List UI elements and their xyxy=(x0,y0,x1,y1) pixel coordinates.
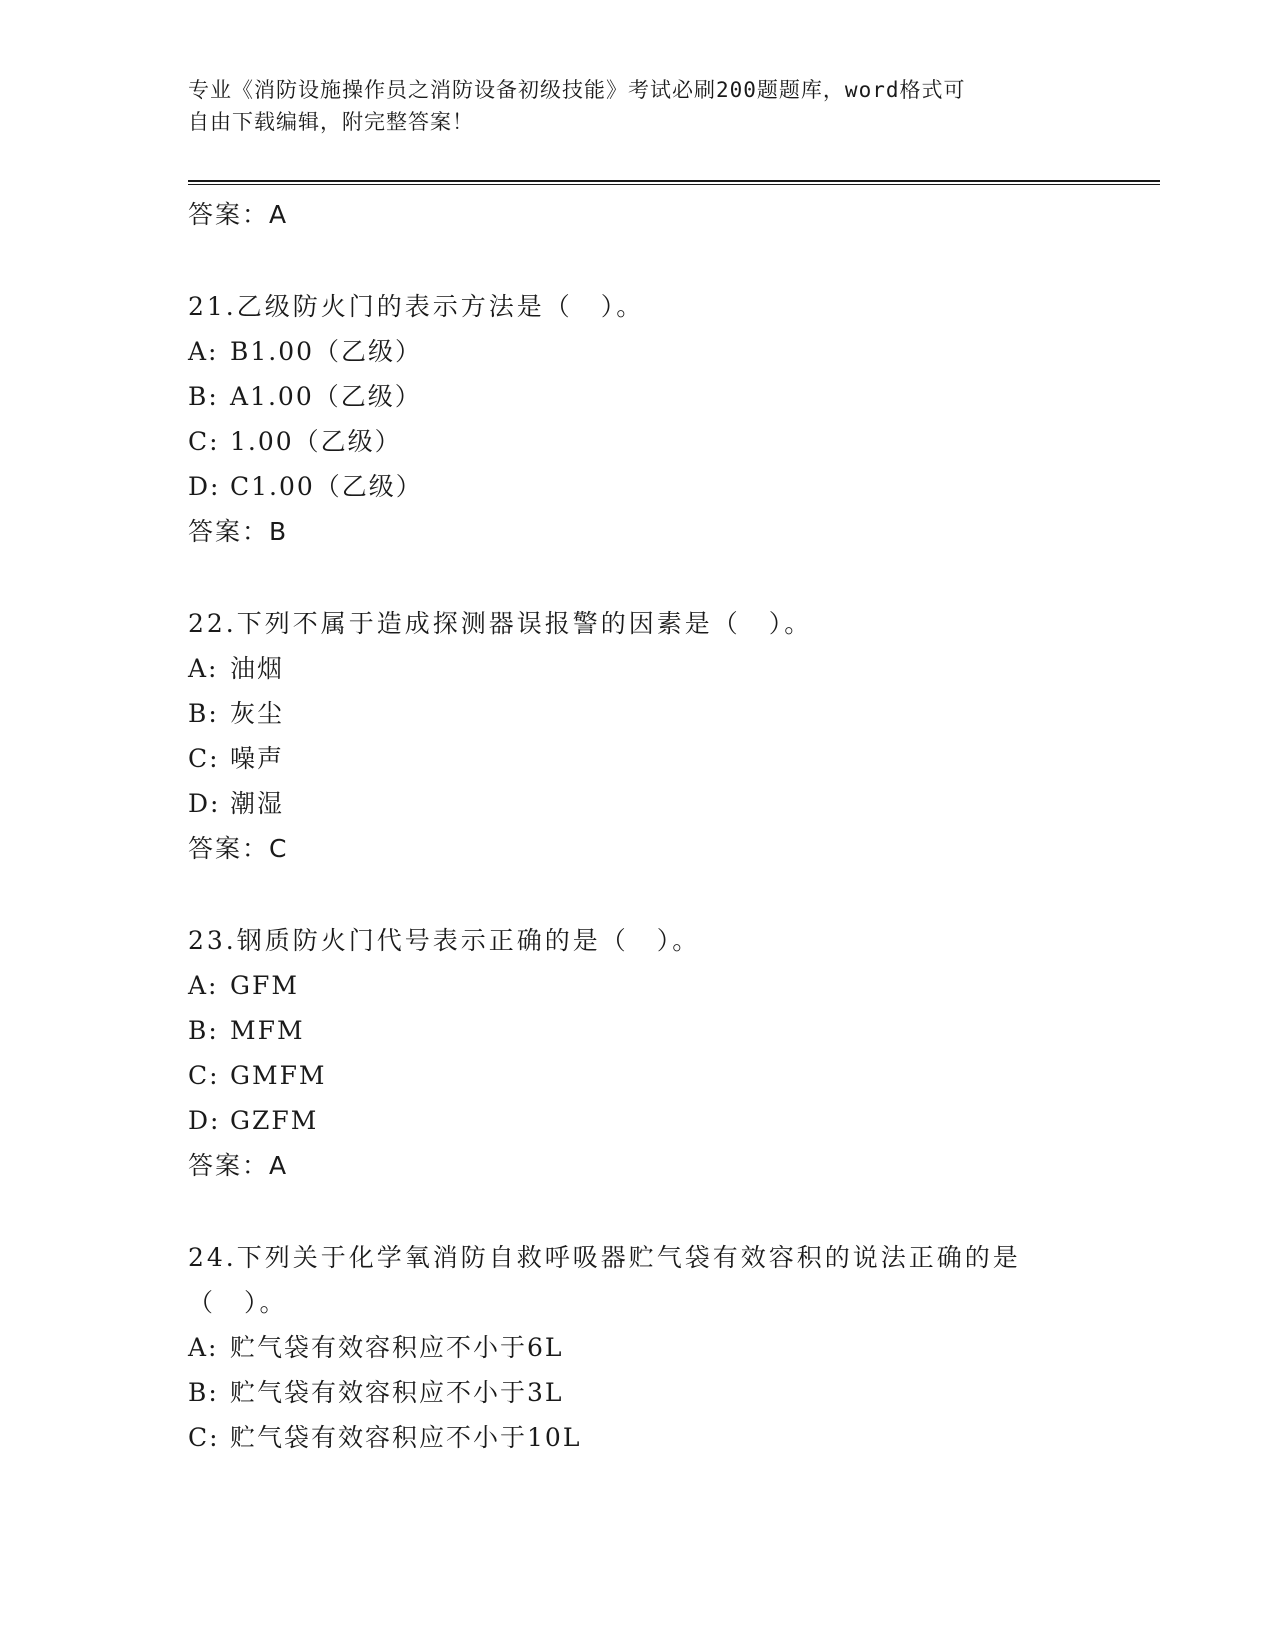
option-label: D: xyxy=(188,1106,221,1135)
document-body xyxy=(188,192,1088,1460)
option-label: C: xyxy=(188,1061,220,1090)
option-label: C: xyxy=(188,427,220,456)
option-label: D: xyxy=(188,472,221,501)
option-c xyxy=(188,1053,1088,1098)
answer-line: 答案：B xyxy=(188,517,289,546)
spacer xyxy=(188,1188,1088,1235)
spacer xyxy=(188,871,1088,918)
option-b xyxy=(188,374,1088,419)
option-text: 油烟 xyxy=(230,654,285,683)
option-text: 潮湿 xyxy=(230,789,285,818)
option-label: B: xyxy=(188,699,219,728)
option-c xyxy=(188,419,1088,464)
option-label: A: xyxy=(188,337,219,366)
header-divider xyxy=(188,180,1160,185)
option-a xyxy=(188,963,1088,1008)
option-d xyxy=(188,464,1088,509)
option-b xyxy=(188,1370,1088,1415)
option-c xyxy=(188,1415,1088,1460)
option-b xyxy=(188,1008,1088,1053)
option-d xyxy=(188,1098,1088,1143)
option-text: MFM xyxy=(230,1016,305,1045)
question-text: 21.乙级防火门的表示方法是（ ）。 xyxy=(188,292,645,321)
spacer xyxy=(188,237,1088,284)
option-text: GFM xyxy=(230,971,299,1000)
option-d xyxy=(188,781,1088,826)
option-label: B: xyxy=(188,382,219,411)
option-text: 贮气袋有效容积应不小于3L xyxy=(230,1378,564,1407)
question-text: 22.下列不属于造成探测器误报警的因素是（ ）。 xyxy=(188,609,813,638)
answer-line: 答案：C xyxy=(188,834,289,863)
option-label: C: xyxy=(188,744,220,773)
question-text: 24.下列关于化学氧消防自救呼吸器贮气袋有效容积的说法正确的是（ ）。 xyxy=(188,1243,1021,1317)
option-label: B: xyxy=(188,1378,219,1407)
option-label: A: xyxy=(188,1333,219,1362)
option-text: 噪声 xyxy=(230,744,285,773)
option-label: B: xyxy=(188,1016,219,1045)
option-a xyxy=(188,646,1088,691)
option-text: C1.00（乙级） xyxy=(230,472,423,501)
option-label: A: xyxy=(188,654,219,683)
document-header xyxy=(188,74,1068,138)
question-text: 23.钢质防火门代号表示正确的是（ ）。 xyxy=(188,926,701,955)
option-a xyxy=(188,329,1088,374)
option-text: GZFM xyxy=(230,1106,319,1135)
option-text: 贮气袋有效容积应不小于10L xyxy=(230,1423,582,1452)
header-line-2: 自由下载编辑，附完整答案！ xyxy=(188,110,474,134)
option-label: C: xyxy=(188,1423,220,1452)
option-text: GMFM xyxy=(230,1061,327,1090)
option-c xyxy=(188,736,1088,781)
option-a xyxy=(188,1325,1088,1370)
header-line-1: 专业《消防设施操作员之消防设备初级技能》考试必刷200题题库，word格式可 xyxy=(188,78,966,102)
option-b xyxy=(188,691,1088,736)
option-label: D: xyxy=(188,789,221,818)
answer-line: 答案：A xyxy=(188,200,289,229)
option-text: A1.00（乙级） xyxy=(230,382,422,411)
spacer xyxy=(188,554,1088,601)
option-text: 灰尘 xyxy=(230,699,285,728)
option-text: B1.00（乙级） xyxy=(230,337,423,366)
option-text: 1.00（乙级） xyxy=(230,427,402,456)
answer-line: 答案：A xyxy=(188,1151,289,1180)
option-text: 贮气袋有效容积应不小于6L xyxy=(230,1333,564,1362)
option-label: A: xyxy=(188,971,219,1000)
